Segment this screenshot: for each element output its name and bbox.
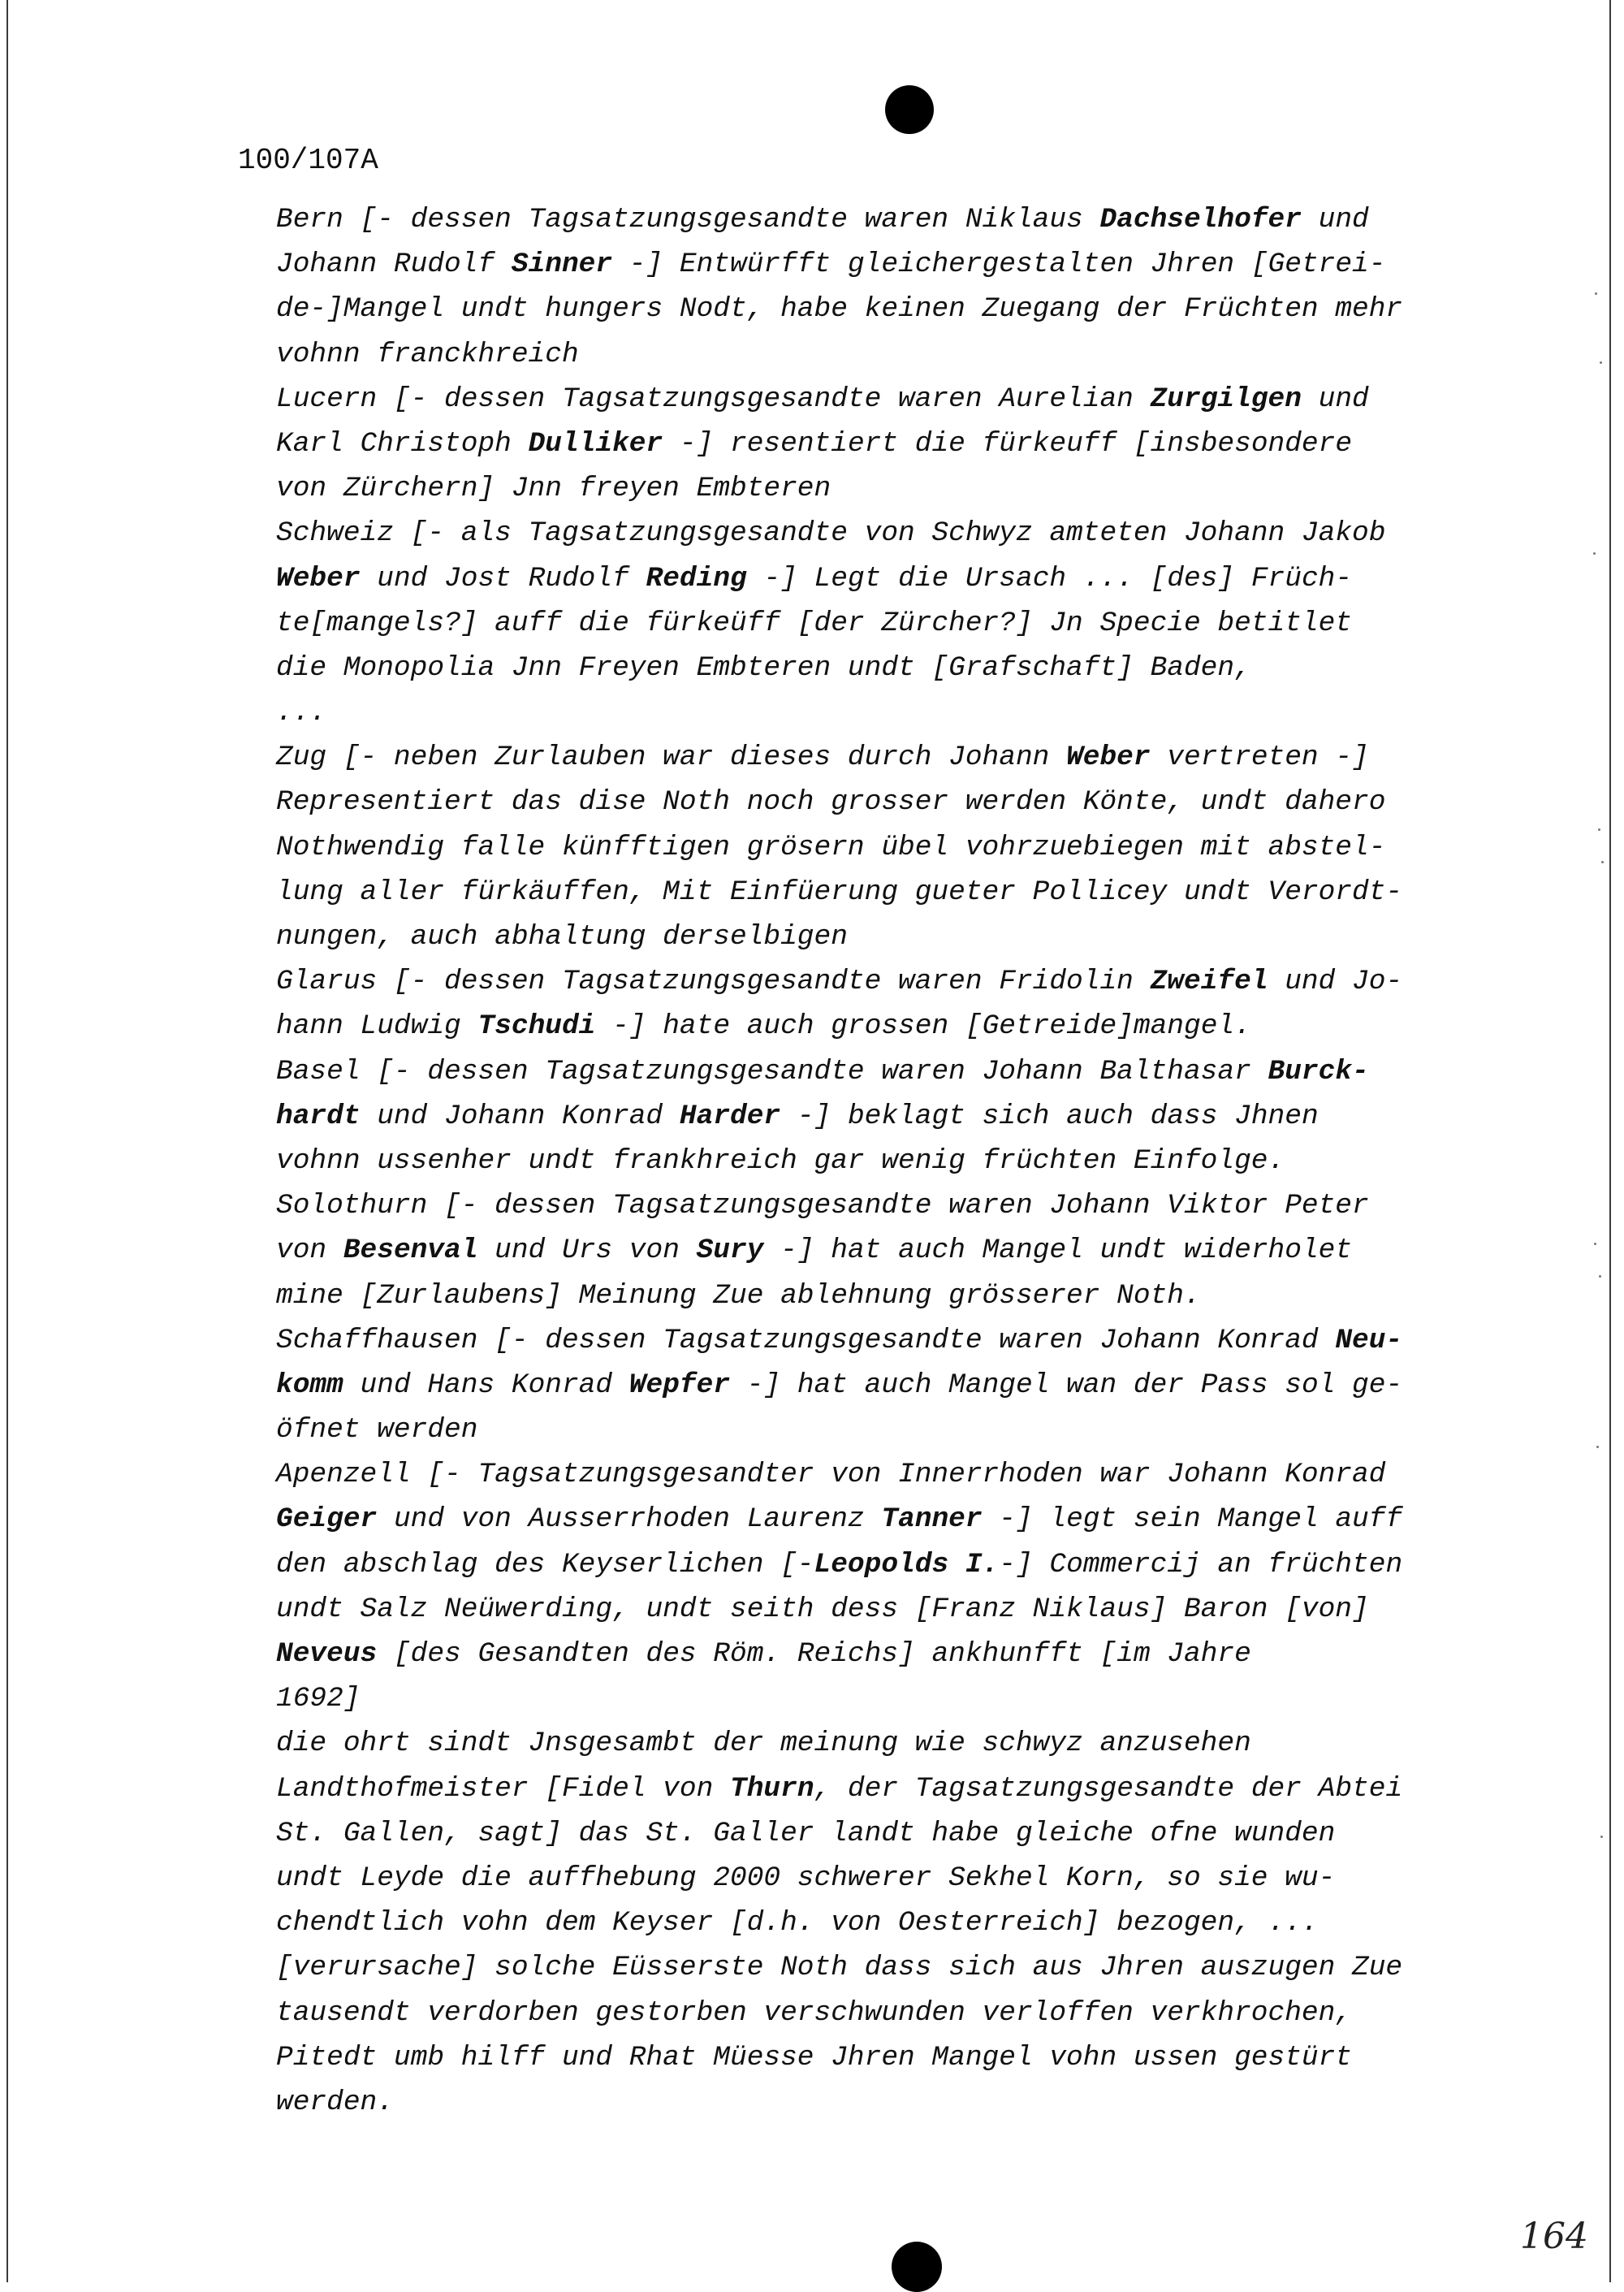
text-segment: hann Ludwig <box>276 1010 478 1043</box>
text-segment: und Urs von <box>477 1235 697 1267</box>
text-segment: Representiert das dise Noth noch grosser werden Könte, undt dahero <box>276 786 1386 819</box>
punch-hole-bottom <box>892 2242 942 2292</box>
text-line <box>276 1318 1596 1363</box>
text-segment: und Jo- <box>1268 966 1403 998</box>
name-bold: Zurgilgen <box>1150 383 1302 415</box>
name-bold: Weber <box>276 562 361 595</box>
text-line <box>276 915 1596 959</box>
text-line <box>276 1721 1596 1766</box>
name-bold: hardt <box>276 1100 361 1132</box>
text-segment: die Monopolia Jnn Freyen Embteren undt [Grafschaft] Baden, <box>276 651 1251 684</box>
text-segment: [verursache] solche Eüsserste Noth dass sich aus Jhren auszugen Zue <box>276 1952 1403 1984</box>
name-bold: Weber <box>1066 742 1151 774</box>
text-line <box>276 1183 1596 1228</box>
text-segment: 1692] <box>276 1683 361 1715</box>
text-segment: und von Ausserrhoden Laurenz <box>377 1503 882 1536</box>
text-segment: Glarus [- dessen Tagsatzungsgesandte waren Fridolin <box>276 966 1151 998</box>
text-line <box>276 556 1596 601</box>
text-segment: lung aller fürkäuffen, Mit Einfüerung gueter Pollicey undt Verordt- <box>276 876 1403 908</box>
text-line <box>276 780 1596 824</box>
text-line <box>276 1856 1596 1901</box>
text-segment: [des Gesandten des Röm. Reichs] ankhunfft [im Jahre <box>377 1638 1251 1670</box>
text-segment: Basel [- dessen Tagsatzungsgesandte waren Johann Balthasar <box>276 1055 1268 1088</box>
text-segment: Schaffhausen [- dessen Tagsatzungsgesandte waren Johann Konrad <box>276 1324 1336 1356</box>
text-segment: Johann Rudolf <box>276 249 512 281</box>
text-line <box>276 1811 1596 1856</box>
text-segment: Lucern [- dessen Tagsatzungsgesandte waren Aurelian <box>276 383 1151 415</box>
name-bold: Tanner <box>881 1503 983 1536</box>
text-segment: und <box>1301 383 1369 415</box>
text-segment: und Johann Konrad <box>360 1100 680 1132</box>
text-line <box>276 1452 1596 1497</box>
text-line <box>276 1587 1596 1632</box>
text-line <box>276 1004 1596 1049</box>
name-bold: Tschudi <box>477 1010 596 1043</box>
text-line <box>276 197 1596 242</box>
text-line <box>276 1542 1596 1587</box>
name-bold: Dachselhofer <box>1099 204 1302 236</box>
name-bold: Geiger <box>276 1503 378 1536</box>
text-line <box>276 1676 1596 1721</box>
name-bold: Thurn <box>730 1772 814 1805</box>
punch-hole-top <box>885 85 934 134</box>
text-segment: -] Commercij an früchten <box>999 1548 1403 1581</box>
text-line <box>276 646 1596 690</box>
text-segment: Pitedt umb hilff und Rhat Müesse Jhren Mangel vohn ussen gestürt <box>276 2041 1353 2074</box>
text-segment: Karl Christoph <box>276 427 529 460</box>
text-line <box>276 1767 1596 1811</box>
text-line <box>276 601 1596 646</box>
text-segment: öfnet werden <box>276 1414 478 1447</box>
text-segment: Solothurn [- dessen Tagsatzungsgesandte waren Johann Viktor Peter <box>276 1190 1369 1222</box>
text-segment: werden. <box>276 2086 394 2118</box>
text-segment: -] hat auch Mangel wan der Pass sol ge- <box>730 1369 1403 1401</box>
text-segment: -] hate auch grossen [Getreide]mangel. <box>595 1010 1251 1043</box>
text-segment: Nothwendig falle künfftigen grösern übel vohrzuebiegen mit abstel- <box>276 831 1386 863</box>
text-segment: chendtlich vohn dem Keyser [d.h. von Oesterreich] bezogen, ... <box>276 1907 1319 1940</box>
text-line <box>276 1901 1596 1945</box>
name-bold: Leopolds I. <box>814 1548 1000 1581</box>
text-line <box>276 1945 1596 1990</box>
text-line <box>276 735 1596 780</box>
name-bold: Zweifel <box>1150 966 1268 998</box>
document-body <box>276 197 1596 2125</box>
text-segment: undt Leyde die auffhebung 2000 schwerer Sekhel Korn, so sie wu- <box>276 1862 1336 1894</box>
text-line <box>276 332 1596 377</box>
text-line <box>276 1991 1596 2035</box>
text-segment: und Jost Rudolf <box>360 562 646 595</box>
text-segment: vohnn franckhreich <box>276 338 579 370</box>
text-segment: Zug [- neben Zurlauben war dieses durch Johann <box>276 742 1067 774</box>
name-bold: Besenval <box>343 1235 478 1267</box>
text-segment: und Hans Konrad <box>343 1369 629 1401</box>
text-segment: de-]Mangel undt hungers Nodt, habe keinen Zuegang der Früchten mehr <box>276 293 1403 326</box>
text-segment: Bern [- dessen Tagsatzungsgesandte waren Niklaus <box>276 204 1100 236</box>
text-segment: -] legt sein Mangel auff <box>982 1503 1403 1536</box>
text-segment: mine [Zurlaubens] Meinung Zue ablehnung grösserer Noth. <box>276 1279 1201 1312</box>
text-segment: te[mangels?] auff die fürkeüff [der Zürcher?] Jn Specie betitlet <box>276 607 1353 639</box>
text-line <box>276 1408 1596 1452</box>
text-segment: -] hat auch Mangel undt widerholet <box>763 1235 1353 1267</box>
text-segment: und <box>1301 204 1369 236</box>
text-segment: -] Legt die Ursach ... [des] Früch- <box>746 562 1353 595</box>
name-bold: Neveus <box>276 1638 378 1670</box>
name-bold: Neu- <box>1335 1324 1403 1356</box>
text-line <box>276 466 1596 511</box>
text-segment: -] resentiert die fürkeuff [insbesondere <box>663 427 1353 460</box>
text-segment: von <box>276 1235 343 1267</box>
text-segment: von Zürchern] Jnn freyen Embteren <box>276 473 831 505</box>
text-line <box>276 287 1596 331</box>
name-bold: Reding <box>646 562 747 595</box>
text-segment: nungen, auch abhaltung derselbigen <box>276 921 848 953</box>
text-segment: undt Salz Neüwerding, undt seith dess [Franz Niklaus] Baron [von] <box>276 1593 1369 1625</box>
text-segment: , der Tagsatzungsgesandte der Abtei <box>814 1772 1403 1805</box>
text-line <box>276 422 1596 466</box>
text-line <box>276 2035 1596 2080</box>
name-bold: Sury <box>696 1235 764 1267</box>
text-line <box>276 959 1596 1004</box>
text-line <box>276 1139 1596 1183</box>
name-bold: Burck- <box>1268 1055 1369 1088</box>
text-line <box>276 1049 1596 1094</box>
text-line <box>276 825 1596 870</box>
text-segment: ... <box>276 697 327 729</box>
text-segment: den abschlag des Keyserlichen [- <box>276 1548 814 1581</box>
text-segment: die ohrt sindt Jnsgesambt der meinung wie schwyz anzusehen <box>276 1728 1251 1760</box>
text-line <box>276 242 1596 287</box>
text-segment: tausendt verdorben gestorben verschwunden verloffen verkhrochen, <box>276 1996 1353 2029</box>
text-segment: vohnn ussenher undt frankhreich gar wenig früchten Einfolge. <box>276 1144 1285 1177</box>
text-segment: -] beklagt sich auch dass Jhnen <box>780 1100 1319 1132</box>
name-bold: komm <box>276 1369 343 1401</box>
text-line <box>276 1228 1596 1273</box>
text-segment: vertreten -] <box>1150 742 1369 774</box>
name-bold: Sinner <box>511 249 613 281</box>
name-bold: Dulliker <box>528 427 663 460</box>
text-segment: Schweiz [- als Tagsatzungsgesandte von Schwyz amteten Johann Jakob <box>276 517 1386 550</box>
text-segment: Landthofmeister [Fidel von <box>276 1772 730 1805</box>
document-reference: 100/107A <box>238 144 378 177</box>
text-segment: -] Entwürfft gleichergestalten Jhren [Getrei- <box>612 249 1386 281</box>
text-line <box>276 870 1596 915</box>
handwritten-page-number: 164 <box>1520 2216 1588 2257</box>
text-line <box>276 1497 1596 1542</box>
text-line <box>276 1094 1596 1139</box>
text-segment: Apenzell [- Tagsatzungsgesandter von Innerrhoden war Johann Konrad <box>276 1459 1386 1491</box>
text-line <box>276 1632 1596 1676</box>
text-line <box>276 690 1596 735</box>
text-line <box>276 511 1596 556</box>
text-line <box>276 1274 1596 1318</box>
text-segment: St. Gallen, sagt] das St. Galler landt habe gleiche ofne wunden <box>276 1817 1336 1849</box>
scan-specks <box>1592 244 1608 1868</box>
name-bold: Wepfer <box>628 1369 731 1401</box>
text-line <box>276 2080 1596 2125</box>
text-line <box>276 1363 1596 1408</box>
text-line <box>276 377 1596 422</box>
name-bold: Harder <box>679 1100 781 1132</box>
